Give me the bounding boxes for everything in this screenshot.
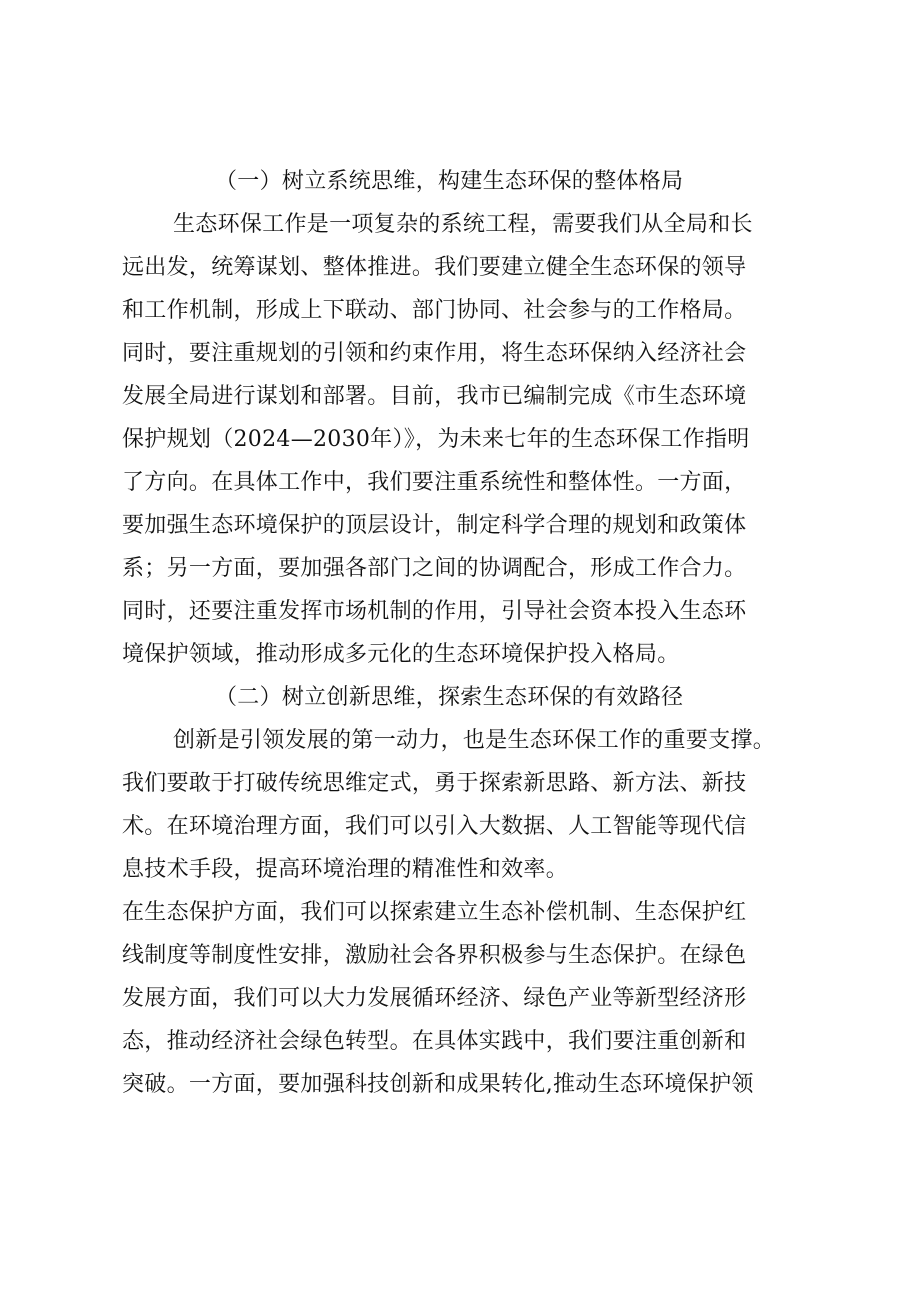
- paragraph-line: 线制度等制度性安排，激励社会各界积极参与生态保护。在绿色: [122, 943, 747, 968]
- paragraph-line: 我们要敢于打破传统思维定式，勇于探索新思路、新方法、新技: [122, 771, 747, 796]
- paragraph-line: 创新是引领发展的第一动力，也是生态环保工作的重要支撑。: [173, 728, 776, 753]
- paragraph-line: 息技术手段，提高环境治理的精准性和效率。: [122, 857, 569, 882]
- paragraph-line: 同时，要注重规划的引领和约束作用，将生态环保纳入经济社会: [122, 341, 747, 366]
- paragraph-line: 远出发，统筹谋划、整体推进。我们要建立健全生态环保的领导: [122, 255, 747, 280]
- paragraph-line: 在生态保护方面，我们可以探索建立生态补偿机制、生态保护红: [122, 900, 747, 925]
- paragraph-line: 要加强生态环境保护的顶层设计，制定科学合理的规划和政策体: [122, 513, 747, 538]
- paragraph-line: 术。在环境治理方面，我们可以引入大数据、人工智能等现代信: [122, 814, 747, 839]
- paragraph-line: 发展方面，我们可以大力发展循环经济、绿色产业等新型经济形: [122, 986, 747, 1011]
- paragraph-line: 保护规划（2024—2030年）》，为未来七年的生态环保工作指明: [122, 427, 750, 452]
- paragraph-line: 和工作机制，形成上下联动、部门协同、社会参与的工作格局。: [122, 298, 747, 323]
- paragraph-line: 系；另一方面，要加强各部门之间的协调配合，形成工作合力。: [122, 556, 747, 581]
- paragraph-line: 了方向。在具体工作中，我们要注重系统性和整体性。一方面，: [122, 470, 747, 495]
- paragraph-line: 生态环保工作是一项复杂的系统工程，需要我们从全局和长: [173, 212, 753, 237]
- section-heading-2: （二）树立创新思维，探索生态环保的有效路径: [215, 685, 684, 710]
- paragraph-line: 突破。一方面，要加强科技创新和成果转化,推动生态环境保护领: [122, 1072, 754, 1097]
- paragraph-line: 境保护领域，推动形成多元化的生态环境保护投入格局。: [122, 642, 680, 667]
- section-heading-1: （一）树立系统思维，构建生态环保的整体格局: [215, 169, 684, 194]
- paragraph-line: 同时，还要注重发挥市场机制的作用，引导社会资本投入生态环: [122, 599, 747, 624]
- paragraph-line: 态，推动经济社会绿色转型。在具体实践中，我们要注重创新和: [122, 1029, 747, 1054]
- paragraph-line: 发展全局进行谋划和部署。目前，我市已编制完成《市生态环境: [122, 384, 747, 409]
